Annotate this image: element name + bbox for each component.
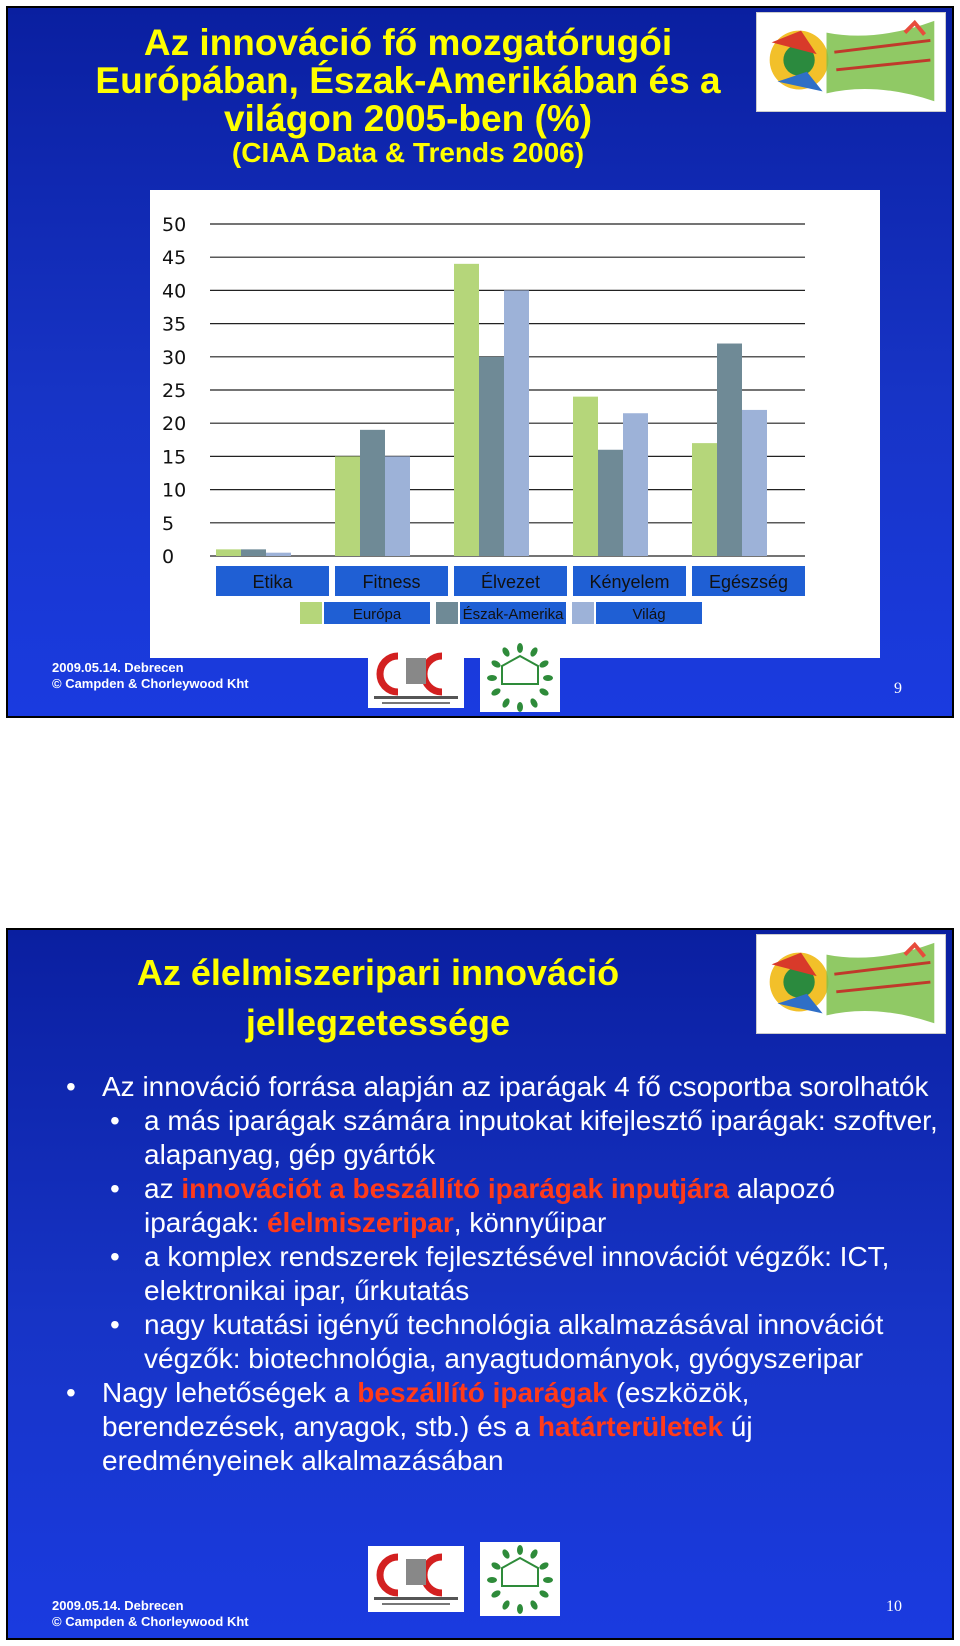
slide-10 — [6, 928, 954, 1640]
category-label: Fitness — [362, 572, 421, 592]
footer-date: 2009.05.14. Debrecen — [52, 660, 184, 675]
title-line: jellegzetessége — [245, 1002, 511, 1043]
ccfra-logo-image — [368, 648, 464, 708]
platform-logo — [756, 934, 946, 1034]
bar — [454, 264, 479, 556]
bar — [360, 430, 385, 556]
footer-org: © Campden & Chorleywood Kht — [52, 1614, 249, 1629]
text-run: alapozó iparágak: — [144, 1173, 835, 1238]
bullet — [60, 1376, 940, 1478]
footer-org: © Campden & Chorleywood Kht — [52, 676, 249, 691]
bar — [573, 397, 598, 556]
category-label: Kényelem — [589, 572, 670, 592]
highlight-text: élelmiszeripar — [266, 1207, 454, 1238]
bar-chart — [150, 190, 880, 658]
highlight-text: határterületek — [537, 1411, 724, 1442]
bar — [266, 553, 291, 556]
text-run: az — [144, 1173, 182, 1204]
legend-label: Világ — [632, 606, 666, 623]
y-tick-label: 20 — [162, 413, 187, 436]
slide-title — [68, 948, 688, 1048]
slide-title — [38, 24, 778, 168]
text-run: (eszközök, berendezések, anyagok, stb.) és a — [102, 1377, 750, 1442]
text-run: , könnyűipar — [453, 1207, 607, 1238]
bar — [479, 357, 504, 556]
page-number: 9 — [894, 680, 902, 697]
y-tick-label: 30 — [162, 346, 187, 369]
efosz-logo-image — [480, 642, 560, 712]
legend-swatch — [572, 602, 594, 624]
title-line: Európában, Észak-Amerikában és a — [95, 60, 721, 101]
bar — [598, 450, 623, 556]
bar — [504, 290, 529, 556]
category-label: Egészség — [708, 572, 789, 592]
slide-subtitle: (CIAA Data & Trends 2006) — [231, 137, 585, 168]
slide-body — [60, 1070, 940, 1478]
chart-canvas — [150, 190, 880, 658]
sub-bullet: • nagy kutatási igényű technológia alkalmazásával innovációt végzők: biotechnológia, anyagtudományok, gyógyszeripar — [60, 1308, 940, 1376]
y-tick-label: 40 — [162, 280, 187, 303]
title-line: Az innováció fő mozgatórugói — [143, 22, 673, 63]
highlight-text: innovációt a beszállító iparágak inputjára — [181, 1173, 730, 1204]
ccfra-logo — [368, 1546, 464, 1612]
footer — [52, 1598, 249, 1630]
sub-bullet: • a komplex rendszerek fejlesztésével innovációt végzők: ICT, elektronikai ipar, űrkutatás — [60, 1240, 940, 1308]
text-run: Nagy lehetőségek a — [102, 1377, 358, 1408]
sub-bullet: • a más iparágak számára inputokat kifejlesztő iparágak: szoftver, alapanyag, gép gyártók — [60, 1104, 940, 1172]
text-run: új eredményeinek alkalmazásában — [102, 1411, 753, 1476]
page-number: 10 — [886, 1598, 902, 1615]
bar — [216, 549, 241, 556]
y-tick-label: 50 — [162, 214, 187, 236]
legend-swatch — [436, 602, 458, 624]
y-tick-label: 10 — [162, 479, 187, 502]
sub-bullet — [60, 1172, 940, 1240]
efosz-logo — [480, 642, 560, 712]
bar — [385, 456, 410, 556]
category-label: Etika — [252, 572, 293, 592]
ccfra-logo — [368, 648, 464, 708]
bar — [717, 344, 742, 556]
platform-logo-image — [757, 13, 945, 111]
legend-label: Európa — [352, 606, 402, 623]
y-tick-label: 45 — [162, 247, 187, 270]
legend-swatch — [300, 602, 322, 624]
bar — [742, 410, 767, 556]
y-tick-label: 25 — [162, 380, 187, 402]
footer-date: 2009.05.14. Debrecen — [52, 1598, 184, 1613]
bullet: • Az innováció forrása alapján az iparágak 4 fő csoportba sorolhatók — [60, 1070, 940, 1104]
y-tick-label: 0 — [162, 546, 175, 568]
category-label: Élvezet — [480, 572, 541, 592]
platform-logo-image — [757, 935, 945, 1033]
efosz-logo — [480, 1542, 560, 1616]
footer — [52, 660, 249, 692]
title-line: Az élelmiszeripari innováció — [136, 952, 620, 993]
bar — [335, 456, 360, 556]
y-tick-label: 35 — [162, 313, 187, 336]
highlight-text: beszállító iparágak — [357, 1377, 608, 1408]
slide-9 — [6, 6, 954, 718]
bar — [692, 443, 717, 556]
bar — [241, 549, 266, 556]
bar — [623, 413, 648, 556]
y-tick-label: 15 — [162, 446, 187, 469]
title-line: világon 2005-ben (%) — [223, 98, 593, 139]
y-tick-label: 5 — [162, 512, 175, 535]
legend-label: Észak-Amerika — [462, 606, 564, 623]
platform-logo — [756, 12, 946, 112]
efosz-logo-image — [480, 1542, 560, 1616]
ccfra-logo-image — [368, 1546, 464, 1612]
